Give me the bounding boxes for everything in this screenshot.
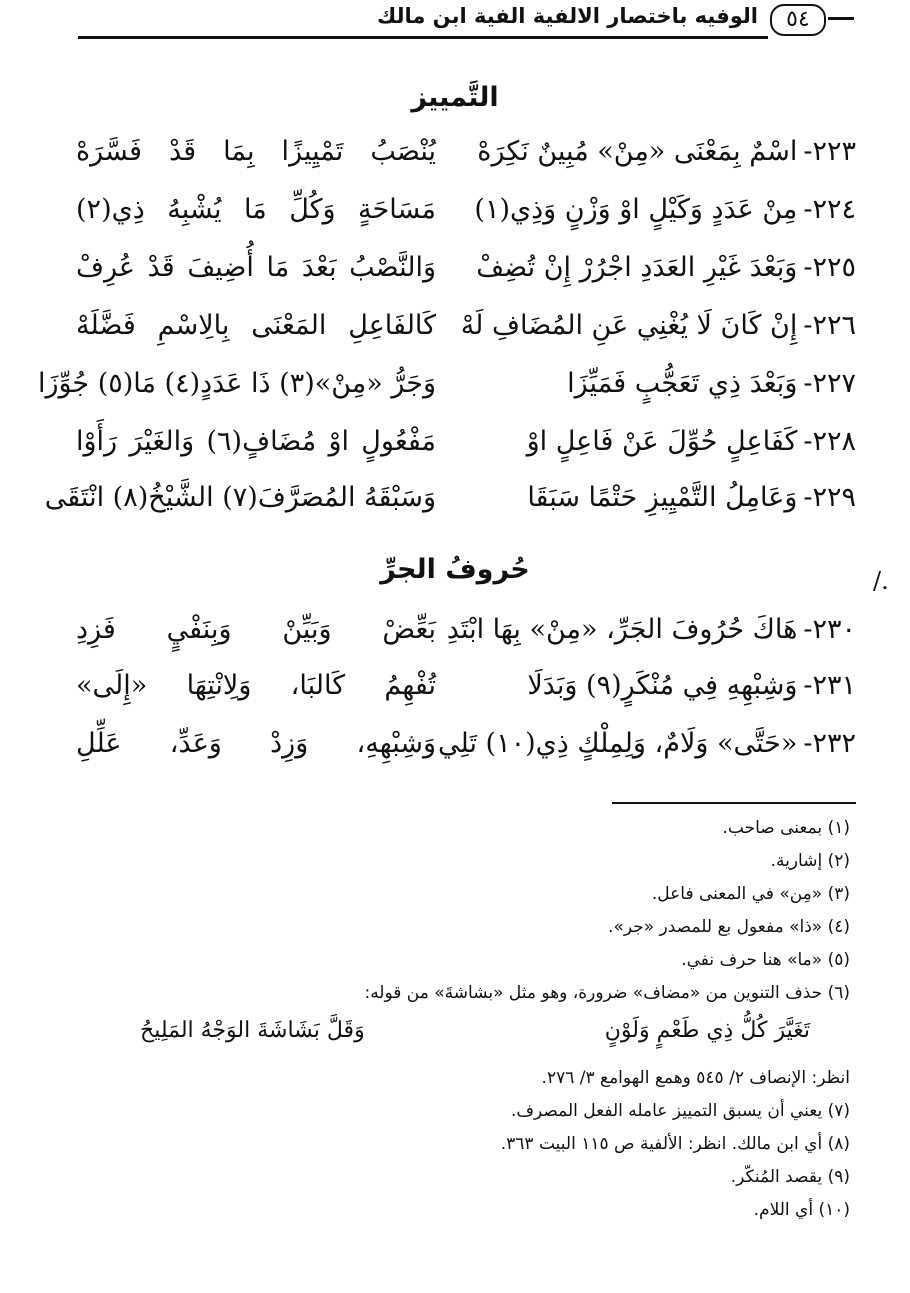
footnote-7: (٧) يعني أن يسبق التمييز عامله الفعل المصرف. — [510, 1101, 850, 1121]
verse-number: ٢٢٧- — [803, 368, 856, 399]
verse-first-hemistich: «حَتَّى» وَلَامٌ، وَلِمِلْكٍ ذِي(١٠) تَلِي — [438, 728, 798, 759]
footnote-6-reference: انظر: الإنصاف ٢/ ٥٤٥ وهمع الهوامع ٣/ ٢٧٦. — [541, 1068, 850, 1088]
verse-second-hemistich: وَسَبْقَهُ المُصَرَّفَ(٧) الشَّيْخُ(٨) انْتَقَى — [44, 482, 436, 513]
verse-second-hemistich: بَعِّضْ وَبَيِّنْ وَبِنَفْيٍ فَزِدِ — [76, 614, 436, 645]
footnote-6: (٦) حذف التنوين من «مضاف» ضرورة، وهو مثل «بشاشةَ» من قوله: — [364, 983, 850, 1003]
footnote-1: (١) بمعنى صاحب. — [722, 818, 850, 838]
verse-number: ٢٢٩- — [803, 482, 856, 513]
verse-first-hemistich: كَفَاعِلٍ حُوِّلَ عَنْ فَاعِلٍ اوْ — [526, 426, 798, 457]
verse-224 — [76, 184, 856, 236]
verse-232 — [76, 718, 856, 770]
footnote-9: (٩) يقصد المُنكّر. — [730, 1167, 850, 1187]
verse-223 — [76, 126, 856, 178]
verse-second-hemistich: تُفْهِمُ كَالبَا، وَلِانْتِهَا «إِلَى» — [76, 670, 436, 701]
footnote-8: (٨) أي ابن مالك. انظر: الألفية ص ١١٥ البيت ٣٦٣. — [500, 1134, 850, 1154]
verse-first-hemistich: إِنْ كَانَ لَا يُغْنِي عَنِ المُضَافِ لَهْ — [460, 310, 798, 341]
footnote-6-poem — [80, 1010, 850, 1062]
running-header — [78, 0, 854, 42]
verse-231 — [76, 660, 856, 712]
verse-first-hemistich: وَشِبْهِهِ فِي مُنْكَرٍ(٩) وَبَدَلَا — [527, 670, 798, 701]
verse-second-hemistich: وَالنَّصْبُ بَعْدَ مَا أُضِيفَ قَدْ عُرِفْ — [76, 252, 436, 283]
header-rule-right — [828, 17, 854, 20]
verse-225 — [76, 242, 856, 294]
verse-226 — [76, 300, 856, 352]
verse-number: ٢٢٥- — [803, 252, 856, 283]
section-heading-huruf-al-jarr: حُروفُ الجرِّ — [380, 554, 530, 585]
poem-first-hemistich: تَغَيَّرَ كُلُّ ذِي طَعْمٍ وَلَوْنٍ — [604, 1018, 810, 1043]
verse-number: ٢٢٤- — [803, 194, 856, 225]
verse-second-hemistich: وَشِبْهِهِ، وَزِدْ وَعَدِّ، عَلِّلِ — [76, 728, 436, 759]
footnote-5: (٥) «ما» هنا حرف نفي. — [681, 950, 850, 970]
footnotes — [80, 812, 850, 1227]
margin-mark: /. — [873, 567, 889, 595]
verse-first-hemistich: هَاكَ حُرُوفَ الجَرِّ، «مِنْ» بِهَا ابْتَدِ — [446, 614, 798, 645]
poem-second-hemistich: وَقَلَّ بَشَاشَةَ الوَجْهُ المَلِيحُ — [140, 1018, 365, 1043]
verse-230 — [76, 604, 856, 656]
verse-227 — [37, 358, 856, 410]
verse-229 — [44, 472, 856, 524]
verse-number: ٢٢٣- — [803, 136, 856, 167]
verse-second-hemistich: يُنْصَبُ تَمْيِيزًا بِمَا قَدْ فَسَّرَهْ — [76, 136, 436, 167]
footnote-2: (٢) إشارية. — [770, 851, 850, 871]
section-heading-tamyiz: التَّمييز — [411, 82, 499, 113]
verse-first-hemistich: وَعَامِلُ التَّمْيِيزِ حَتْمًا سَبَقَا — [527, 482, 798, 513]
header-rule — [78, 36, 768, 39]
verse-first-hemistich: اسْمٌ بِمَعْنَى «مِنْ» مُبِينٌ نَكِرَهْ — [477, 136, 798, 167]
verse-first-hemistich: وَبَعْدَ غَيْرِ العَدَدِ اجْرُرْ إِنْ تُضِفْ — [476, 252, 798, 283]
footnote-10: (١٠) أي اللام. — [753, 1200, 850, 1220]
verse-number: ٢٢٨- — [803, 426, 856, 457]
footnote-3: (٣) «مِن» في المعنى فاعل. — [651, 884, 850, 904]
verse-second-hemistich: كَالفَاعِلِ المَعْنَى بِالِاسْمِ فَضَّلَهْ — [76, 310, 436, 341]
verse-second-hemistich: وَجَرُّ «مِنْ»(٣) ذَا عَدَدٍ(٤) مَا(٥) جُوِّزَا — [37, 368, 436, 399]
page-number: ٥٤ — [770, 4, 826, 36]
verse-number: ٢٢٦- — [803, 310, 856, 341]
verse-first-hemistich: مِنْ عَدَدٍ وَكَيْلٍ اوْ وَزْنٍ وَذِي(١) — [474, 194, 798, 225]
verse-number: ٢٣٢- — [803, 728, 856, 759]
verse-second-hemistich: مَسَاحَةٍ وَكُلِّ مَا يُشْبِهُ ذِي(٢) — [76, 194, 436, 225]
verse-number: ٢٣٠- — [803, 614, 856, 645]
verse-228 — [76, 416, 856, 468]
verse-second-hemistich: مَفْعُولٍ اوْ مُضَافٍ(٦) وَالغَيْرَ رَأَوْا — [76, 426, 436, 457]
footnote-4: (٤) «ذا» مفعول بع للمصدر «جر». — [608, 917, 850, 937]
footnote-separator — [612, 802, 856, 804]
verse-first-hemistich: وَبَعْدَ ذِي تَعَجُّبٍ فَمَيِّزَا — [567, 368, 798, 399]
running-title: الوفيه باختصار الالفية الفية ابن مالك — [377, 4, 758, 28]
verse-number: ٢٣١- — [803, 670, 856, 701]
